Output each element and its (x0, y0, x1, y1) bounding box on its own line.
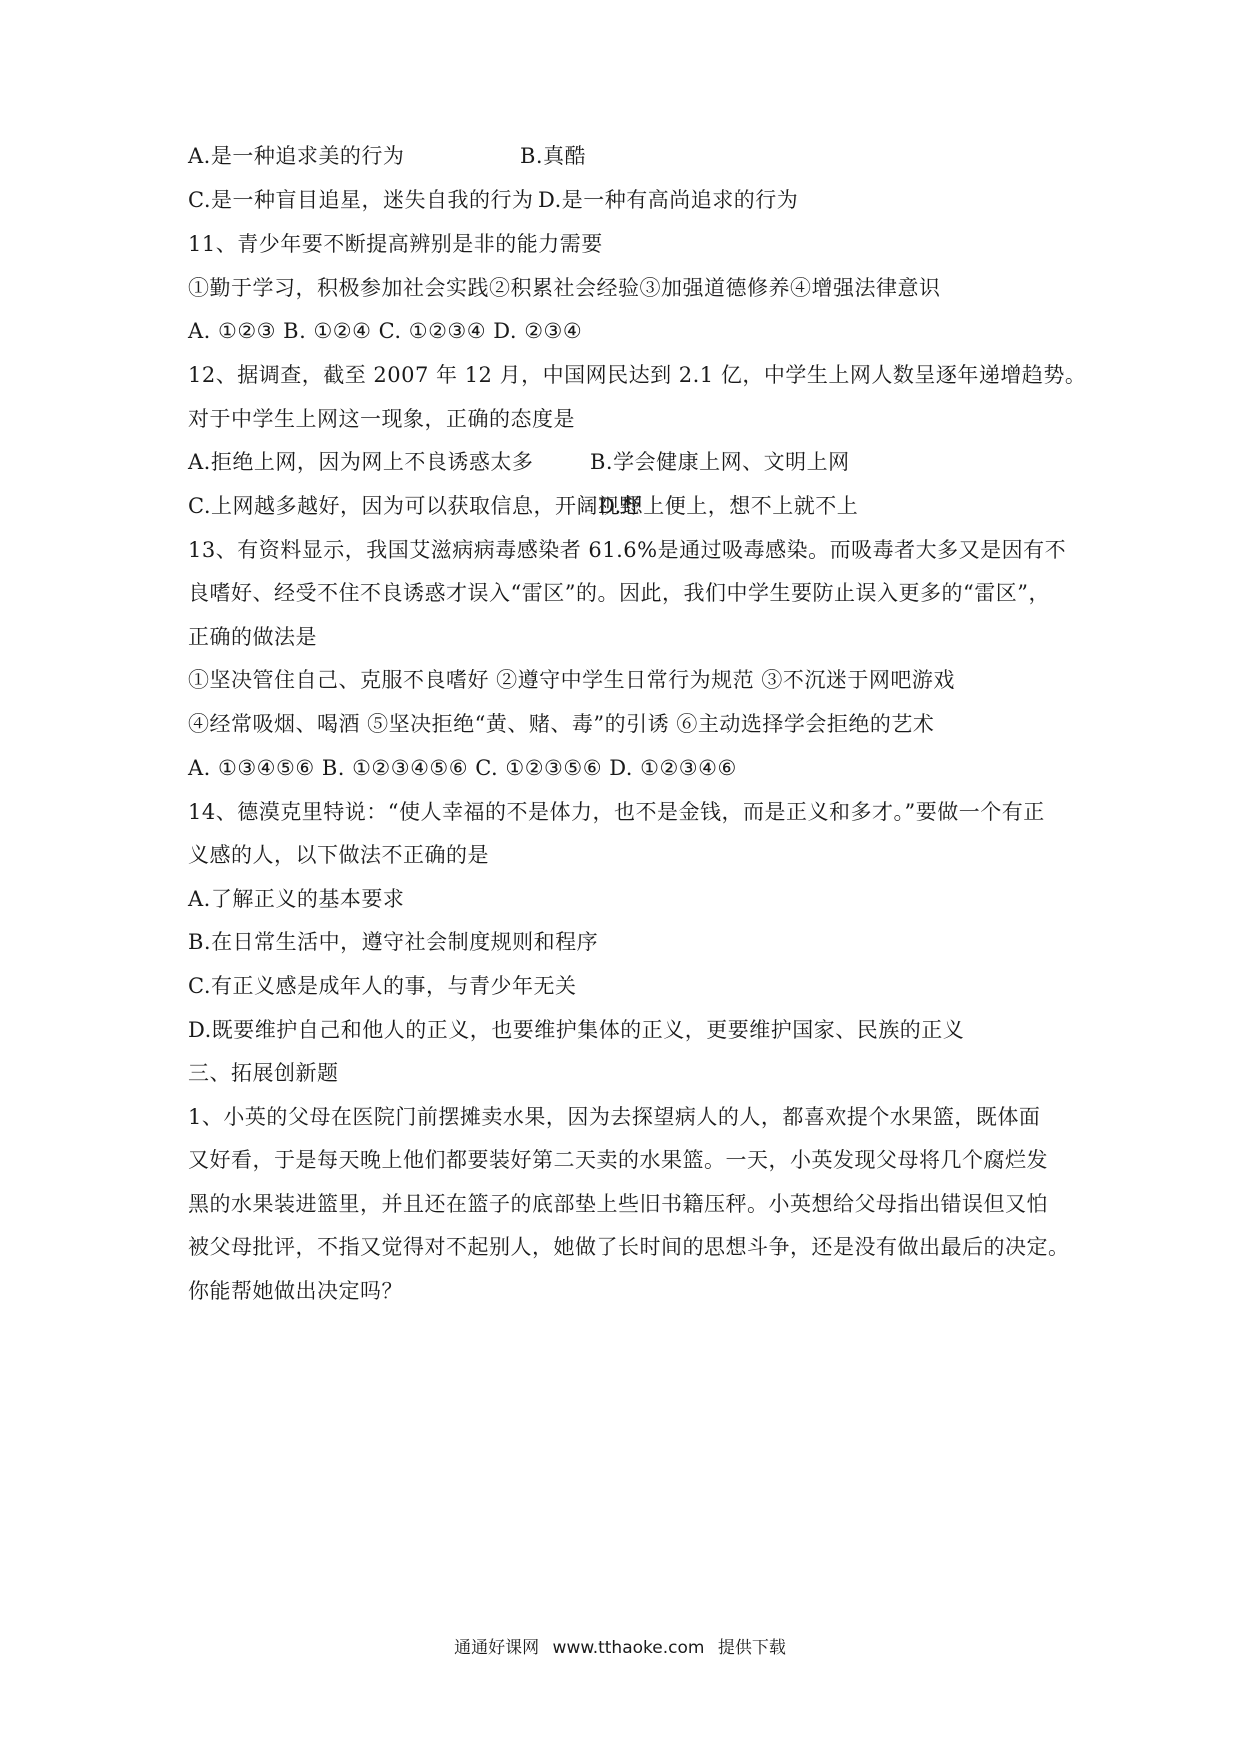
q12-option-b: B.学会健康上网、文明上网 (590, 450, 850, 474)
q12-stem-line1: 12、据调查，截至 2007 年 12 月，中国网民达到 2.1 亿，中学生上网人数呈逐年递增趋势。 (188, 363, 1087, 387)
q14-stem-line1: 14、德漠克里特说：“使人幸福的不是体力，也不是金钱，而是正义和多才。”要做一个有正 (188, 800, 1045, 824)
q14-option-c: C.有正义感是成年人的事，与青少年无关 (188, 974, 577, 998)
q11-options: A. ①②③ B. ①②④ C. ①②③④ D. ②③④ (188, 319, 583, 343)
section-heading: 三、拓展创新题 (188, 1061, 339, 1085)
q13-stem-line2: 良嗜好、经受不住不良诱惑才误入“雷区”的。因此，我们中学生要防止误入更多的“雷区”， (188, 581, 1050, 605)
q13-options: A. ①③④⑤⑥ B. ①②③④⑤⑥ C. ①②③⑤⑥ D. ①②③④⑥ (188, 756, 737, 780)
page-footer (0, 1636, 1240, 1660)
footer-url-link[interactable]: www.tthaoke.com (552, 1638, 705, 1658)
footer-site-name: 通通好课网 (454, 1638, 540, 1658)
q12-option-c: C.上网越多越好，因为可以获取信息，开阔视野 (188, 494, 641, 518)
section3-q1-line2: 又好看，于是每天晚上他们都要装好第二天卖的水果篮。一天，小英发现父母将几个腐烂发 (188, 1148, 1048, 1172)
footer-suffix: 提供下载 (717, 1638, 786, 1658)
q11-items: ①勤于学习，积极参加社会实践②积累社会经验③加强道德修养④增强法律意识 (188, 276, 941, 300)
q12-option-d: D.想上便上，想不上就不上 (598, 494, 859, 518)
q14-option-b: B.在日常生活中，遵守社会制度规则和程序 (188, 930, 599, 954)
section3-q1-line1: 1、小英的父母在医院门前摆摊卖水果，因为去探望病人的人，都喜欢提个水果篮，既体面 (188, 1105, 1041, 1129)
section3-q1-line3: 黑的水果装进篮里，并且还在篮子的底部垫上些旧书籍压秤。小英想给父母指出错误但又怕 (188, 1192, 1048, 1216)
q14-stem-line2: 义感的人，以下做法不正确的是 (188, 843, 489, 867)
q13-stem-line1: 13、有资料显示，我国艾滋病病毒感染者 61.6%是通过吸毒感染。而吸毒者大多又是因有不 (188, 538, 1067, 562)
q13-stem-line3: 正确的做法是 (188, 625, 317, 649)
q13-items-line1: ①坚决管住自己、克服不良嗜好 ②遵守中学生日常行为规范 ③不沉迷于网吧游戏 (188, 668, 955, 692)
q14-option-d: D.既要维护自己和他人的正义，也要维护集体的正义，更要维护国家、民族的正义 (188, 1018, 965, 1042)
section3-q1-line5: 你能帮她做出决定吗？ (188, 1279, 403, 1303)
q13-items-line2: ④经常吸烟、喝酒 ⑤坚决拒绝“黄、赌、毒”的引诱 ⑥主动选择学会拒绝的艺术 (188, 712, 935, 736)
q11-stem: 11、青少年要不断提高辨别是非的能力需要 (188, 232, 603, 256)
section3-q1-line4: 被父母批评，不指又觉得对不起别人，她做了长时间的思想斗争，还是没有做出最后的决定。 (188, 1235, 1070, 1259)
q10-option-a: A.是一种追求美的行为 (188, 144, 405, 168)
q14-option-a: A.了解正义的基本要求 (188, 887, 405, 911)
q10-option-b: B.真酷 (520, 144, 587, 168)
q10-option-c: C.是一种盲目追星，迷失自我的行为 (188, 188, 534, 212)
q12-option-a: A.拒绝上网，因为网上不良诱惑太多 (188, 450, 534, 474)
q12-stem-line2: 对于中学生上网这一现象，正确的态度是 (188, 407, 575, 431)
q10-option-d: D.是一种有高尚追求的行为 (538, 188, 799, 212)
